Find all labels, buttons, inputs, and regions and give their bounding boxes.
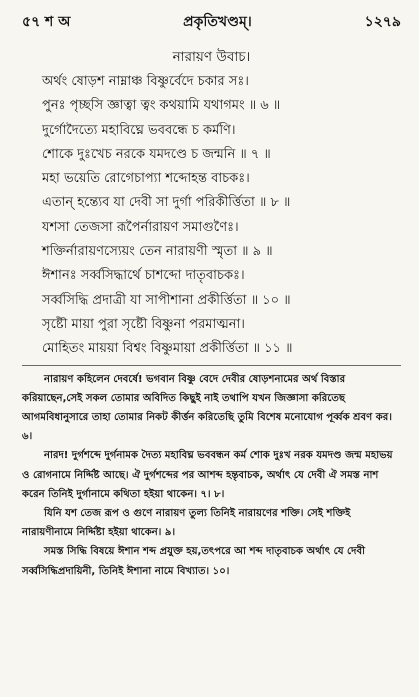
translation-paragraph: নারায়ণ কহিলেন দেবর্ষে! ভগবান বিষ্ণু বেদে দেবীর ষোড়শনামের অর্থ বিস্তার করিয়াছেন,সেই সকল তোমার অবিদিত কিছুই নাই তথাপি যখন জিজ্ঞাসা করিতেছ আগমবিধানুসারে তাহা তোমার নিকট কীর্ত্তন করিতেছি তুমি বিশেষ মনোযোগ পূর্ব্বক শ্রবণ কর। ৬। (22, 373, 392, 443)
verse-line: সর্ব্বসিদ্ধি প্রদাত্রী যা সাপীশানা প্রকীর্ত্তিতা ॥ ১০ ॥ (42, 292, 291, 308)
verse-line: অর্থং ষোড়শ নাম্নাঞ্চ বিষ্ণুর্বেদে চকার সঃ। (42, 74, 249, 89)
verse-line: যশসা তেজসা রূপৈর্নারায়ণ সমাগুণৈঃ। (42, 219, 239, 235)
page-number: ১২৭৯ (364, 14, 401, 30)
verse-line: পুনঃ পৃচ্ছসি জ্ঞাত্বা ত্বং কথয়ামি যথাগমং ॥ ৬ ॥ (42, 98, 281, 114)
verse-line: এতান্ হন্ত্যেব যা দেবী সা দুর্গা পরিকীর্ত্তিতা ॥ ৮ ॥ (42, 195, 291, 211)
verse-line: মোহিতং মায়য়া বিশ্বং বিষ্ণুমায়া প্রকীর্ত্তিতা ॥ ১১ ॥ (42, 341, 293, 357)
translation-paragraph: সমস্ত সিদ্ধি বিষয়ে ঈশান শব্দ প্রযুক্ত হয়,তৎপরে আ শব্দ দাতৃবাচক অর্থাৎ যে দেবী সর্ব্বসিদ্ধিপ্রদায়িনী, তিনিই ঈশানা নামে বিখ্যাত। ১০। (22, 546, 365, 577)
verse-line: ঈশানঃ সর্ব্বসিদ্ধার্থে চাশব্দো দাতৃবাচকঃ। (42, 268, 245, 284)
page-header (22, 10, 401, 32)
verse-line: সৃষ্টৌ মায়া পুরা সৃষ্টৌ বিষ্ণুনা পরমাত্মনা। (42, 316, 245, 332)
translation-paragraph: নারদ! দুর্গশব্দে দুর্গনামক দৈত্য মহাবিঘ্ন ভববন্ধন কর্ম শোক দুঃখ নরক যমদণ্ড জন্ম মহাভয় ও রোগনামে নির্দ্দিষ্ট আছে। ঐ দুর্গশব্দের পর আশব্দ হন্তৃবাচক, অর্থাৎ যে দেবী ঐ সমস্ত নাশ করেন তিনিই দুর্গানামে কথিতা হইয়া থাকেন। ৭। ৮। (22, 450, 393, 500)
translation-block (22, 370, 401, 581)
verse-line: দুর্গোদৈত্যে মহাবিঘ্নে ভববন্ধে চ কর্মণি। (42, 122, 236, 138)
translation-paragraph: যিনি যশ তেজ রূপ ও গুণে নারায়ণ তুল্য তিনিই নারায়ণের শক্তি। সেই শক্তিই নারায়ণীনামে নির্দ্দিষ্টা হইয়া থাকেন। ৯। (22, 507, 351, 539)
section-heading: নারায়ণ উবাচ। (172, 49, 251, 65)
running-title: প্রকৃতিখণ্ডম্। (183, 14, 252, 30)
divider (22, 365, 401, 366)
chapter-label: ৫৭ শ অ (22, 14, 71, 30)
verse-line: শক্তির্নারায়ণস্যেয়ং তেন নারায়ণী স্মৃতা ॥ ৯ ॥ (42, 244, 273, 260)
verse-line: শোকে দুঃখেচ নরকে যমদণ্ডে চ জন্মনি ॥ ৭ ॥ (42, 146, 271, 162)
verse-block (22, 70, 401, 362)
verse-line: মহা ভয়েতি রোগেচাপ্যা শব্দোহন্ত বাচকঃ। (42, 171, 250, 187)
